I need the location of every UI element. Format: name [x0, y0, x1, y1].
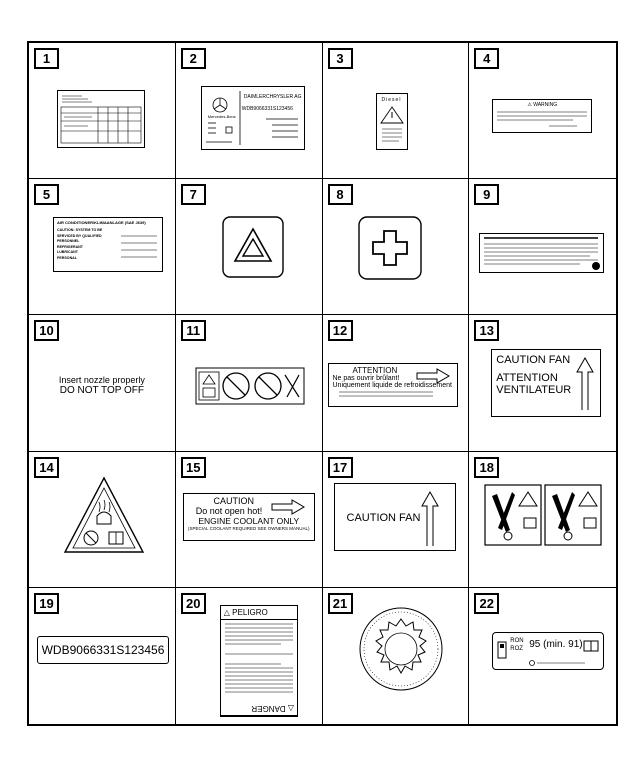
arrow-up-icon [576, 356, 594, 410]
cell-number: 10 [34, 320, 59, 341]
label-cell-19 [29, 588, 176, 724]
ac-item: LUBRICANT [57, 250, 78, 255]
attention-line2: Ne pas ouvrir brûlant! [332, 375, 400, 383]
cell-number: 14 [34, 457, 59, 478]
vehicle-id-plate [201, 86, 305, 150]
hot-coolant-warning-triangle-icon [61, 474, 147, 556]
cell-number: 22 [474, 593, 499, 614]
attention-title: ATTENTION [352, 366, 398, 376]
label-cell-7 [176, 179, 323, 315]
caution-fan-text: CAUTION FAN [496, 354, 571, 367]
multilingual-text-graphic [480, 234, 603, 272]
label-cell-8 [323, 179, 470, 315]
ac-item: REFRIGERANT [57, 244, 83, 249]
ac-item: PERSONNEL [57, 239, 80, 244]
caution-title: CAUTION [213, 495, 254, 506]
caution-fan-text: CAUTION FAN [346, 511, 421, 524]
manual-book-icon [583, 640, 599, 652]
special-coolant-note: (SPECIAL COOLANT REQUIRED SEE OWNERS MANUAL) [187, 525, 310, 531]
label-cell-18 [469, 452, 616, 588]
label-cell-1 [29, 43, 176, 179]
hazard-warning-button-icon [221, 215, 285, 279]
label-cell-17 [323, 452, 470, 588]
danger-text: DANGER [251, 703, 286, 713]
label-cell-10 [29, 315, 176, 451]
cell-number: 1 [34, 48, 59, 69]
first-aid-cross-icon [357, 215, 423, 281]
multilingual-warning-label [479, 233, 604, 273]
warning-triangle-icon: △ [223, 607, 230, 617]
vin-label: WDB9066331S123456 [37, 636, 169, 664]
label-cell-12 [323, 315, 470, 451]
gear-dial-icon [356, 604, 446, 694]
plate-manufacturer: DAIMLERCHRYSLER AG [243, 94, 302, 100]
ac-item: CAUTION: SYSTEM TO BE [57, 228, 103, 233]
ac-spec-lines [119, 228, 159, 266]
cell-number: 11 [181, 320, 206, 341]
coolant-caution-label [183, 493, 315, 541]
cell-number: 18 [474, 457, 499, 478]
attention-fine-print [333, 389, 453, 399]
peligro-text: PELIGRO [232, 607, 268, 617]
label-cell-14 [29, 452, 176, 588]
cell-number: 15 [181, 457, 206, 478]
fuel-pump-icon [497, 640, 509, 660]
cell-number: 17 [328, 457, 353, 478]
cell-number: 8 [328, 184, 353, 205]
diesel-label-text: Diesel [381, 97, 402, 103]
danger-text-lines [221, 620, 297, 700]
cell-number: 19 [34, 593, 59, 614]
arrow-right-icon [415, 368, 451, 384]
attention-line3: Uniquement liquide de refroidissement [332, 382, 452, 390]
warning-label [492, 99, 592, 133]
label-cell-11 [176, 315, 323, 451]
nozzle-instruction: Insert nozzle properly [58, 375, 145, 386]
roz-text: ROZ [510, 645, 523, 652]
tire-pressure-table-graphic [58, 91, 144, 147]
ac-label-title: AIR CONDITIONER/KLIMAANLAGE (SAE J639) [57, 220, 146, 226]
air-conditioner-label [53, 217, 163, 272]
battery-warning-symbols [195, 367, 305, 405]
octane-value: 95 (min. 91) [529, 638, 583, 650]
warning-triangle-icon: △ [287, 703, 294, 713]
danger-title [221, 702, 297, 716]
plate-vin: WDB9066331S123456 [241, 106, 293, 112]
coolant-attention-label-fr [328, 363, 458, 407]
cell-number: 13 [474, 320, 499, 341]
plate-brand: Mercedes-Benz [207, 114, 236, 119]
cell-number: 20 [181, 593, 206, 614]
label-cell-21 [323, 588, 470, 724]
fine-print-lines [529, 659, 589, 667]
warning-text-lines [493, 108, 591, 130]
label-cell-4 [469, 43, 616, 179]
label-cell-2 [176, 43, 323, 179]
label-cell-9 [469, 179, 616, 315]
tire-pressure-label [57, 90, 145, 148]
cell-number: 7 [181, 184, 206, 205]
label-cell-20 [176, 588, 323, 724]
label-cell-22 [469, 588, 616, 724]
fuel-nozzle-label [29, 375, 175, 396]
caution-fan-label [334, 483, 456, 551]
airbag-warning-symbols [484, 484, 602, 546]
label-cell-13 [469, 315, 616, 451]
peligro-title [221, 606, 297, 620]
fuel-octane-label [492, 632, 604, 670]
do-not-top-off: DO NOT TOP OFF [59, 385, 145, 397]
cell-number: 3 [328, 48, 353, 69]
cell-number: 12 [328, 320, 353, 341]
diesel-fuel-label [376, 93, 408, 150]
engine-coolant-only: ENGINE COOLANT ONLY [198, 515, 300, 526]
attention-text: ATTENTION [496, 372, 558, 385]
ventilateur-text: VENTILATEUR [496, 384, 572, 397]
cell-number: 4 [474, 48, 499, 69]
warning-triangle-icon: ⚠ [527, 102, 532, 108]
arrow-right-icon [270, 499, 306, 515]
battery-danger-label [220, 605, 298, 717]
warning-triangle-icon [377, 103, 407, 148]
ac-item: SERVICED BY QUALIFIED [57, 233, 102, 238]
ac-item: PERSONAL [57, 255, 77, 260]
label-cell-5 [29, 179, 176, 315]
caution-fan-label-bilingual [491, 349, 601, 417]
cell-number: 21 [328, 593, 353, 614]
label-cell-3 [323, 43, 470, 179]
cell-number: 2 [181, 48, 206, 69]
cell-number: 5 [34, 184, 59, 205]
ron-text: RON [510, 637, 524, 644]
label-cell-15 [176, 452, 323, 588]
arrow-up-icon [421, 490, 439, 546]
label-grid [27, 41, 618, 726]
warning-title-text: WARNING [533, 102, 558, 108]
cell-number: 9 [474, 184, 499, 205]
do-not-open-hot: Do not open hot! [195, 505, 263, 516]
